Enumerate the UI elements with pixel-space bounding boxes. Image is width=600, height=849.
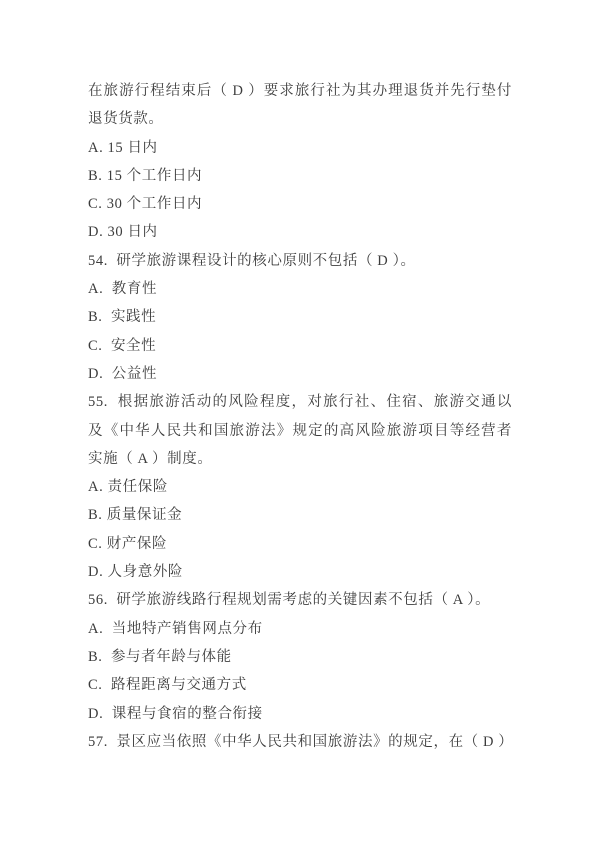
text-line: C. 安全性 bbox=[88, 337, 157, 354]
text-line: B. 实践性 bbox=[88, 309, 157, 326]
text-line: C. 路程距离与交通方式 bbox=[88, 677, 247, 694]
text-line: 在旅游行程结束后（ D ）要求旅行社为其办理退货并先行垫付 bbox=[88, 83, 512, 99]
text-line: A. 教育性 bbox=[88, 281, 158, 298]
text-line: D. 人身意外险 bbox=[88, 564, 184, 581]
text-line: 及《中华人民共和国旅游法》规定的高风险旅游项目等经营者 bbox=[88, 422, 512, 439]
text-line: 退货货款。 bbox=[88, 111, 164, 128]
text-line: 56. 研学旅游线路行程规划需考虑的关键因素不包括（ A ）。 bbox=[88, 592, 491, 609]
text-line: 57. 景区应当依照《中华人民共和国旅游法》的规定，在（ D ） bbox=[88, 733, 514, 750]
text-line: D. 公益性 bbox=[88, 365, 158, 382]
text-line: A. 责任保险 bbox=[88, 479, 168, 496]
text-line: B. 参与者年龄与体能 bbox=[88, 648, 232, 665]
text-line: B. 质量保证金 bbox=[88, 507, 183, 524]
text-line: D. 课程与食宿的整合衔接 bbox=[88, 705, 263, 722]
text-line: A. 15 日内 bbox=[88, 139, 158, 156]
text-line: B. 15 个工作日内 bbox=[88, 167, 203, 184]
text-line: D. 30 日内 bbox=[88, 224, 158, 241]
text-line: 55. 根据旅游活动的风险程度，对旅行社、住宿、旅游交通以 bbox=[88, 394, 512, 411]
text-line: A. 当地特产销售网点分布 bbox=[88, 620, 263, 637]
text-line: C. 30 个工作日内 bbox=[88, 196, 203, 213]
text-line: C. 财产保险 bbox=[88, 535, 168, 552]
text-line: 实施（ A ）制度。 bbox=[88, 450, 213, 467]
text-line: 54. 研学旅游课程设计的核心原则不包括（ D ）。 bbox=[88, 252, 416, 269]
